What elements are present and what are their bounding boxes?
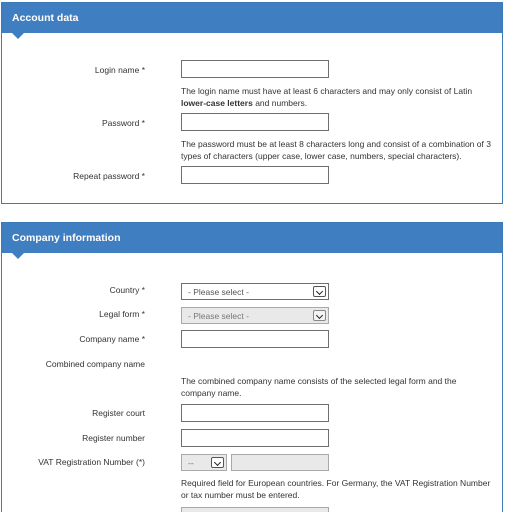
- vat-prefix-select[interactable]: [181, 454, 227, 471]
- login-hint-text-2: and numbers.: [252, 98, 308, 108]
- country-label: Country *: [109, 285, 145, 295]
- repeat-password-input[interactable]: [181, 166, 329, 184]
- vat-number-label: VAT Registration Number (*): [38, 457, 145, 467]
- company-name-label: Company name *: [79, 334, 145, 344]
- login-hint-bold: lower-case letters: [181, 98, 253, 108]
- vat-prefix-value: --: [188, 458, 194, 468]
- combined-company-name-hint: The combined company name consists of the selected legal form and the company name.: [181, 376, 457, 398]
- repeat-password-label: Repeat password *: [73, 171, 145, 181]
- company-name-input[interactable]: [181, 330, 329, 348]
- legal-form-selected-value: - Please select -: [188, 311, 249, 321]
- country-selected-value: - Please select -: [188, 287, 249, 297]
- chevron-down-icon[interactable]: [211, 457, 224, 468]
- company-info-header: [2, 223, 502, 253]
- legal-form-select[interactable]: [181, 307, 329, 324]
- country-select[interactable]: [181, 283, 329, 300]
- login-name-input[interactable]: [181, 60, 329, 78]
- vat-number-hint: Required field for European countries. For Germany, the VAT Registration Number or tax number must be entered.: [181, 478, 491, 500]
- next-field-input[interactable]: [181, 507, 329, 512]
- company-info-title: Company information: [12, 232, 121, 244]
- register-number-input[interactable]: [181, 429, 329, 447]
- login-name-label: Login name *: [94, 65, 145, 75]
- password-input[interactable]: [181, 113, 329, 131]
- account-data-header: [2, 3, 502, 33]
- chevron-down-icon[interactable]: [313, 310, 326, 321]
- vat-number-input[interactable]: [231, 454, 329, 471]
- password-hint: The password must be at least 8 characters long and consist of a combination of 3 types of characters (upper case, lower case, numbers, special characters).: [181, 139, 491, 161]
- legal-form-label: Legal form *: [99, 309, 145, 319]
- chevron-down-icon[interactable]: [313, 286, 326, 297]
- register-number-label: Register number: [82, 433, 145, 443]
- account-data-section: [1, 2, 503, 204]
- account-data-title: Account data: [12, 12, 79, 24]
- login-name-hint: [181, 85, 499, 109]
- password-label: Password *: [102, 118, 145, 128]
- login-hint-text-1: The login name must have at least 6 characters and may only consist of Latin: [181, 86, 473, 96]
- register-court-label: Register court: [92, 408, 145, 418]
- combined-company-name-label: Combined company name: [45, 359, 145, 369]
- company-info-section: [1, 222, 503, 512]
- register-court-input[interactable]: [181, 404, 329, 422]
